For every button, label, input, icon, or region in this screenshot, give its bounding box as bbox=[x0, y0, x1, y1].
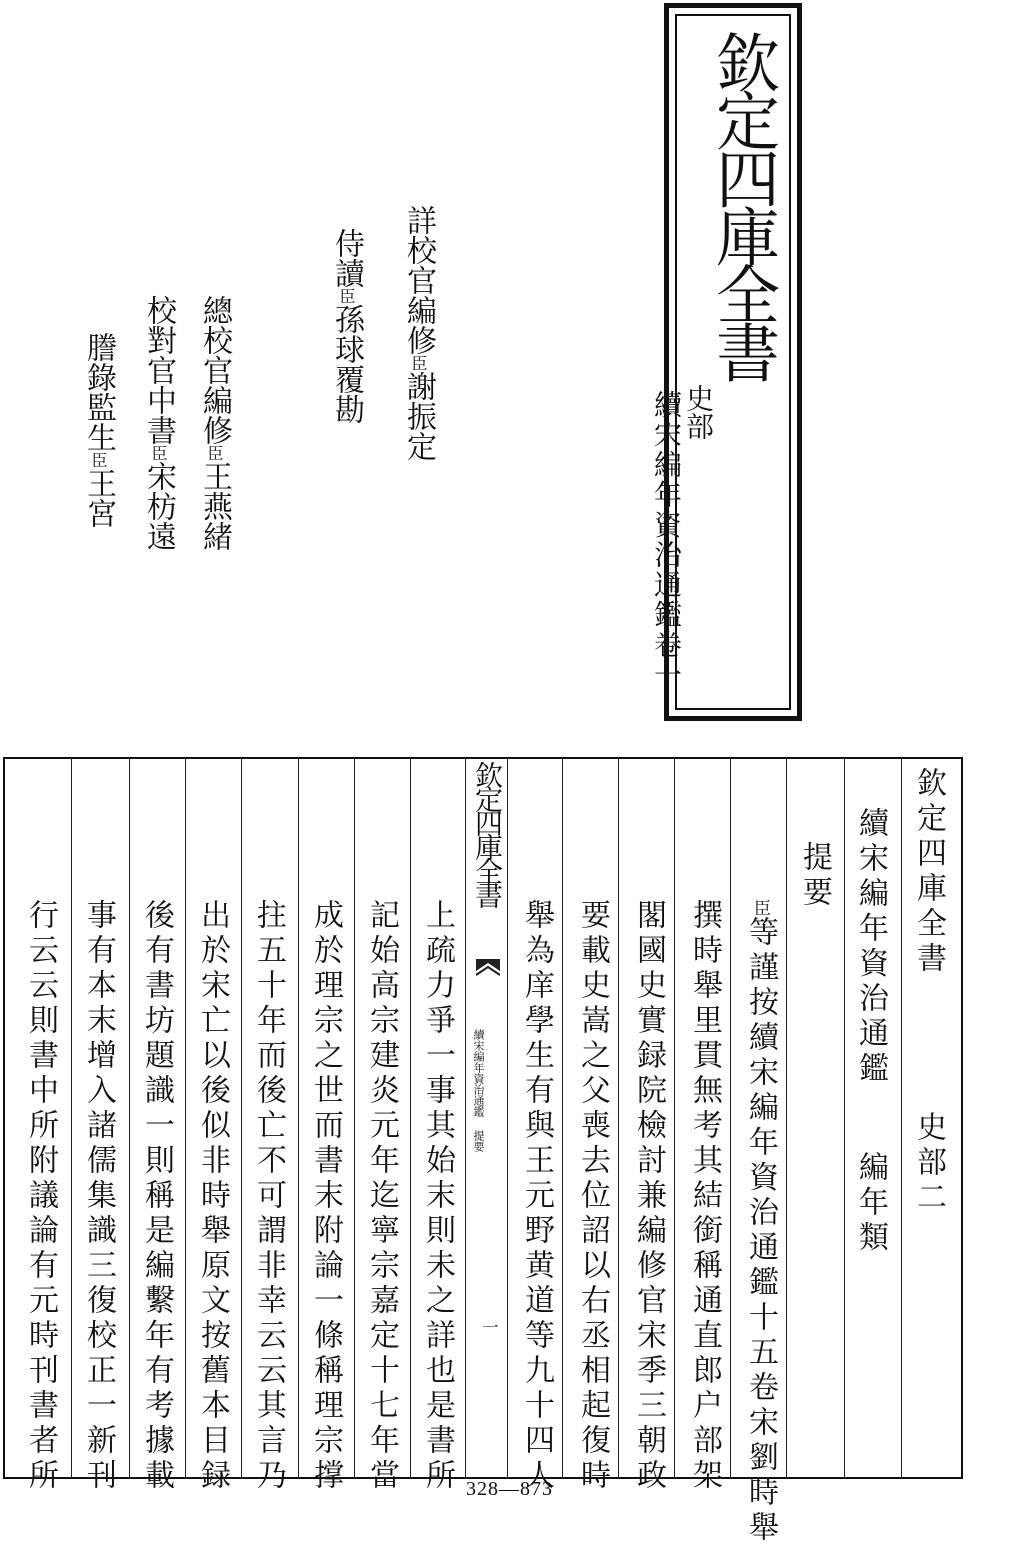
column-rule bbox=[298, 759, 299, 1477]
credit-reviewer: 侍讀臣孫球覆勘 bbox=[329, 228, 364, 424]
book-title: 續宋編年資治通鑑 bbox=[853, 807, 888, 1087]
column-rule bbox=[465, 759, 466, 1477]
page-number: 328—873 bbox=[466, 1478, 553, 1500]
text-column: 後有書坊題識一則稱是編繫年有考據載 bbox=[139, 899, 174, 1494]
fold-title: 欽定四庫全書 bbox=[471, 761, 504, 905]
column-rule bbox=[241, 759, 242, 1477]
column-rule bbox=[674, 759, 675, 1477]
text-column: 行云云則書中所附議論有元時刊書者所 bbox=[23, 899, 58, 1494]
text-column: 成於理宗之世而書末附論一條稱理宗撑 bbox=[308, 899, 343, 1494]
text-column: 臣等謹按續宋編年資治通鑑十五卷宋劉時舉 bbox=[743, 899, 778, 1546]
title-box-inner-frame bbox=[650, 14, 791, 710]
collection-title: 欽定四庫全書 bbox=[705, 30, 779, 378]
text-column: 撰時舉里貫無考其結銜稱通直郎户部架 bbox=[687, 899, 722, 1494]
column-rule bbox=[844, 759, 845, 1477]
column-rule bbox=[410, 759, 411, 1477]
column-rule bbox=[71, 759, 72, 1477]
fold-subtitle: 續宋編年資治通鑑 提要 bbox=[472, 1029, 485, 1152]
column-rule bbox=[730, 759, 731, 1477]
credit-collator: 校對官中書臣宋枋遠 bbox=[141, 295, 176, 551]
column-rule bbox=[185, 759, 186, 1477]
credit-chief-editor: 總校官編修臣王燕緒 bbox=[197, 295, 232, 551]
column-rule bbox=[354, 759, 355, 1477]
tiyao-label: 提要 bbox=[797, 841, 832, 911]
credit-proofreader: 詳校官編修臣謝振定 bbox=[401, 205, 436, 461]
column-rule bbox=[562, 759, 563, 1477]
credit-copyist: 謄錄監生臣王宮 bbox=[81, 332, 116, 528]
text-column: 閣國史實録院檢討兼編修官宋季三朝政 bbox=[631, 899, 666, 1494]
fish-tail-mark-icon bbox=[476, 959, 500, 999]
text-column: 事有本末增入諸儒集識三復校正一新刊 bbox=[81, 899, 116, 1494]
text-column: 出於宋亡以後似非時舉原文按舊本目録 bbox=[195, 899, 230, 1494]
text-column: 要載史嵩之父喪去位詔以右丞相起復時 bbox=[575, 899, 610, 1494]
text-column: 上疏力爭一事其始末則未之詳也是書所 bbox=[420, 899, 455, 1494]
fold-strip bbox=[468, 759, 508, 1477]
category-label: 編年類 bbox=[853, 1151, 888, 1256]
page-header: 欽定四庫全書 bbox=[911, 767, 946, 977]
column-rule bbox=[786, 759, 787, 1477]
section-note: 史部二 bbox=[911, 1111, 946, 1216]
fold-page-number: 一 bbox=[480, 1319, 499, 1335]
text-column: 拄五十年而後亡不可謂非幸云云其言乃 bbox=[251, 899, 286, 1494]
volume-title: 續宋編年資治通鑑卷一 bbox=[650, 390, 683, 690]
column-rule bbox=[901, 759, 902, 1477]
text-column: 記始高宗建炎元年迄寧宗嘉定十七年當 bbox=[364, 899, 399, 1494]
text-column: 舉為庠學生有與王元野黄道等九十四人 bbox=[519, 899, 554, 1494]
column-rule bbox=[618, 759, 619, 1477]
title-box bbox=[650, 3, 802, 721]
column-rule bbox=[129, 759, 130, 1477]
section-label: 史部 bbox=[682, 384, 715, 440]
